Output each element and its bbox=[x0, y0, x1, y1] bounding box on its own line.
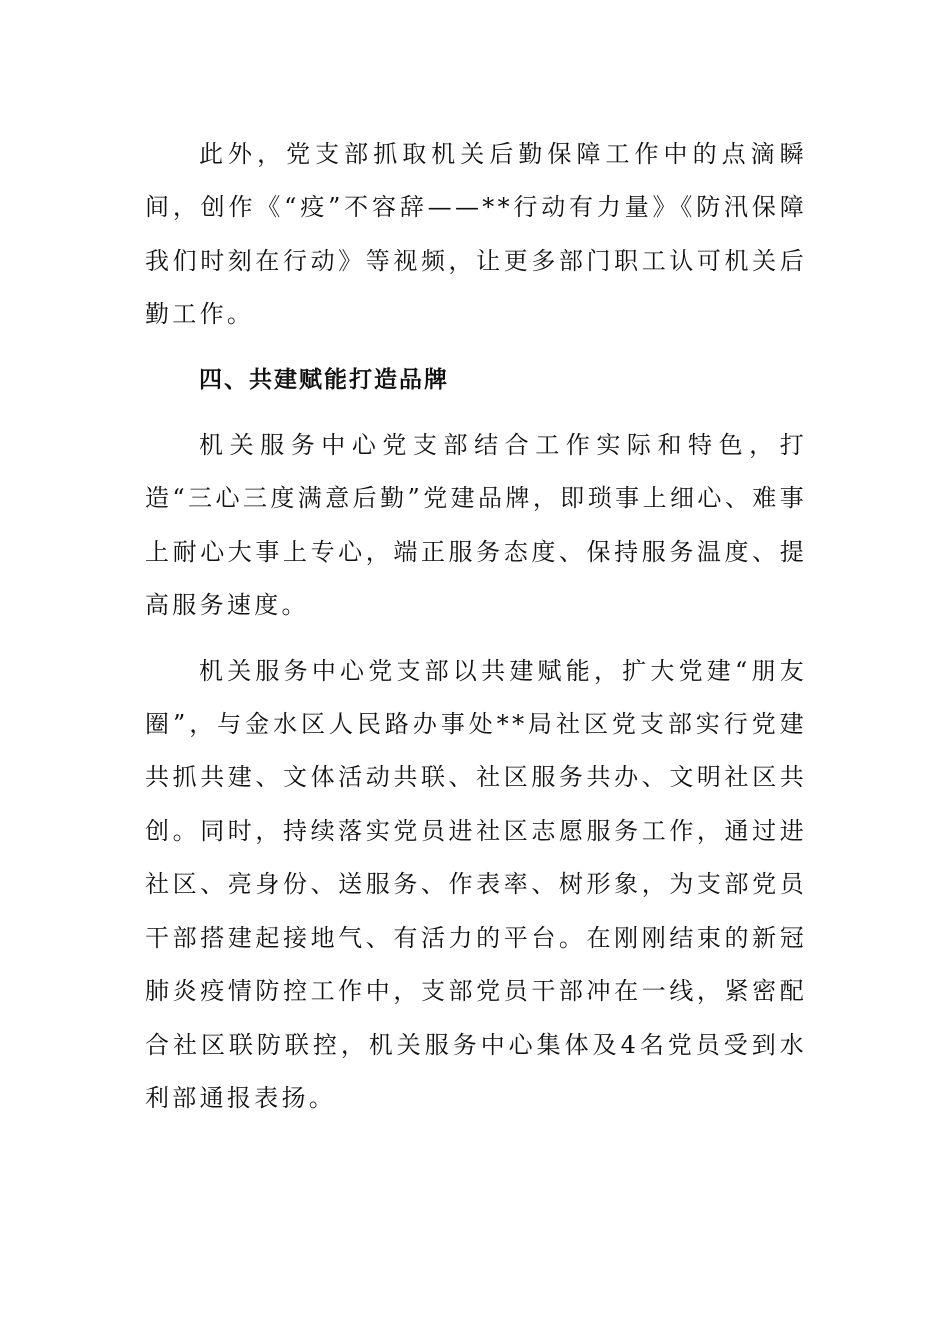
document-body bbox=[145, 128, 807, 1137]
paragraph-video-creation: 此外，党支部抓取机关后勤保障工作中的点滴瞬间，创作《“疫”不容辞——**行动有力量》《防汛保障我们时刻在行动》等视频，让更多部门职工认可机关后勤工作。 bbox=[145, 140, 807, 329]
section-heading-brand: 四、共建赋能打造品牌 bbox=[199, 366, 449, 393]
paragraph-joint-construction: 机关服务中心党支部以共建赋能，扩大党建“朋友圈”，与金水区人民路办事处**局社区党支部实行党建共抓共建、文体活动共联、社区服务共办、文明社区共创。同时，持续落实党员进社区志愿服务工作，通过进社区、亮身份、送服务、作表率、树形象，为支部党员干部搭建起接地气、有活力的平台。在刚刚结束的新冠肺炎疫情防控工作中，支部党员干部冲在一线，紧密配合社区联防联控，机关服务中心集体及4名党员受到水利部通报表扬。 bbox=[145, 656, 807, 1112]
paragraph-brand-building: 机关服务中心党支部结合工作实际和特色，打造“三心三度满意后勤”党建品牌，即琐事上细心、难事上耐心大事上专心，端正服务态度、保持服务温度、提高服务速度。 bbox=[145, 431, 807, 620]
